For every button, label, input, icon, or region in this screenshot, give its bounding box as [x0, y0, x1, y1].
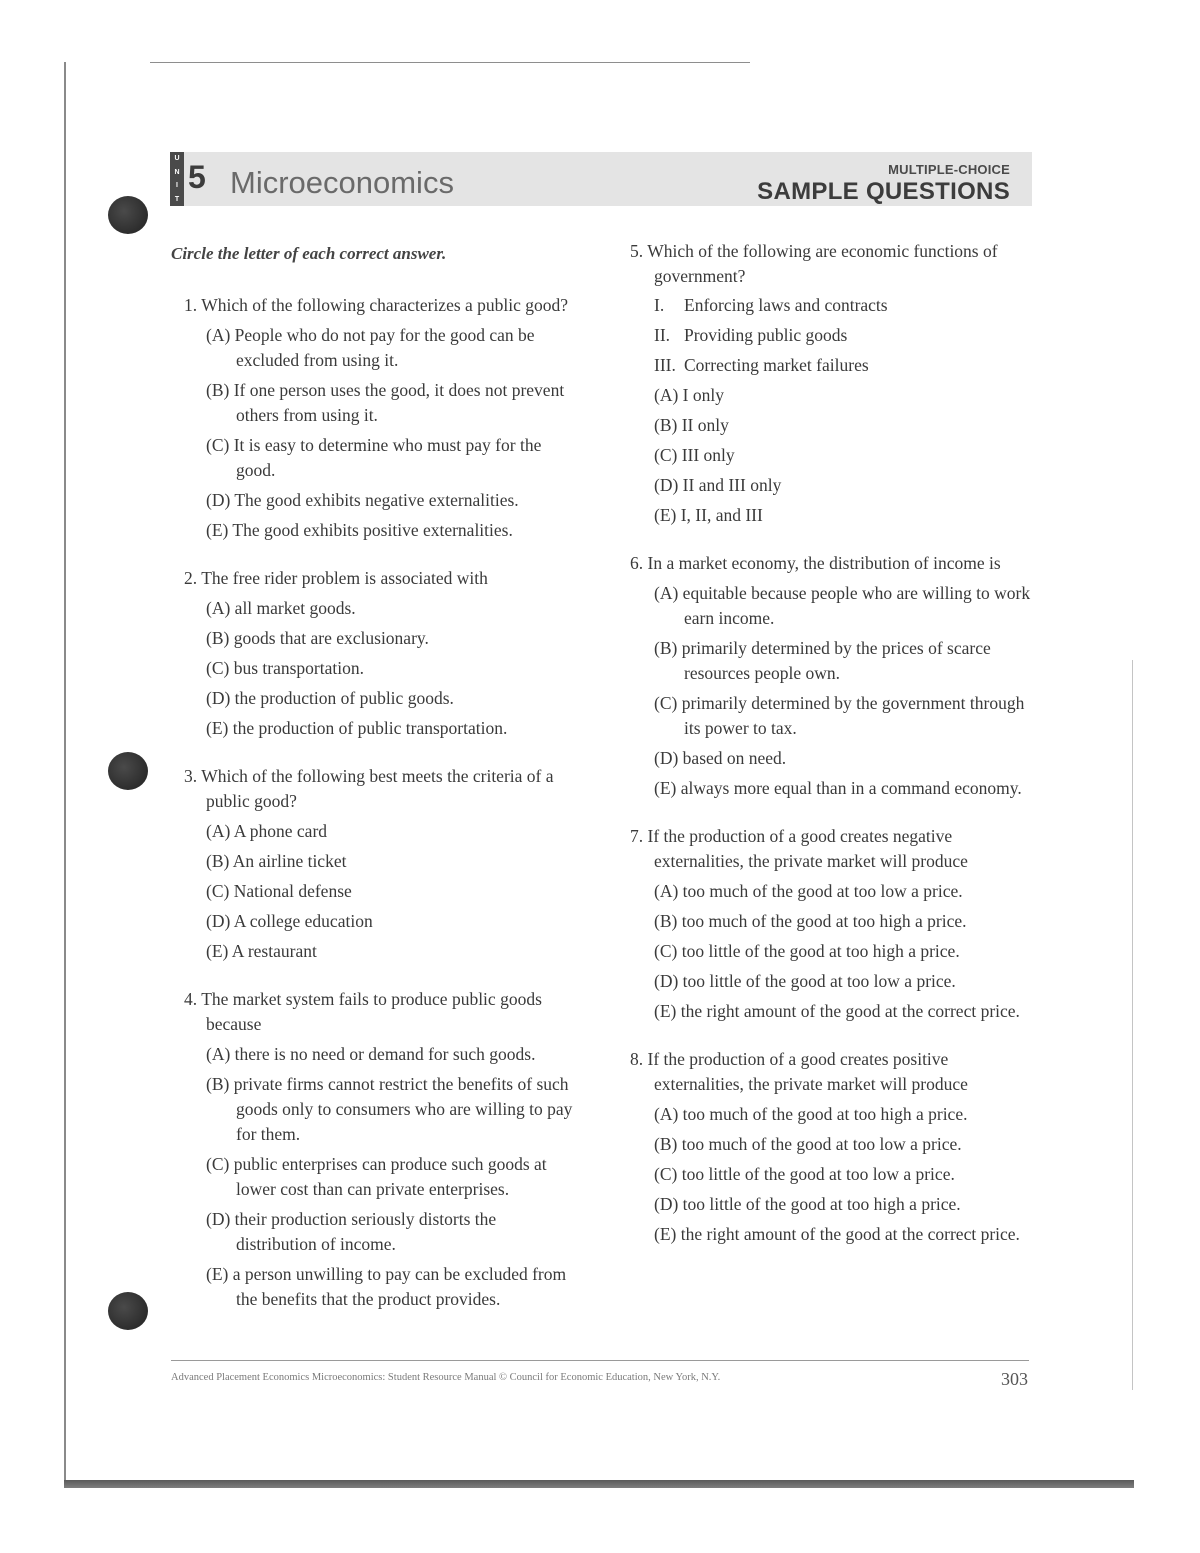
section-kicker: MULTIPLE-CHOICE	[888, 162, 1010, 177]
answer-option[interactable]: (E) the right amount of the good at the correct price.	[654, 1224, 1020, 1244]
question-4	[170, 987, 580, 1312]
answer-option[interactable]: (B) private firms cannot restrict the benefits of such goods only to consumers who are willing to pay for them.	[206, 1074, 573, 1144]
footer-rule	[171, 1360, 1029, 1361]
question-stem: 4. The market system fails to produce public goods because	[184, 989, 542, 1034]
roman-statement: III. Correcting market failures	[654, 355, 869, 375]
answer-option[interactable]: (C) It is easy to determine who must pay for the good.	[206, 435, 542, 480]
answer-option[interactable]: (A) A phone card	[206, 821, 328, 841]
answer-option[interactable]: (E) The good exhibits positive externalities.	[206, 520, 513, 540]
unit-title: Microeconomics	[230, 165, 454, 200]
answer-option[interactable]: (E) I, II, and III	[654, 505, 763, 525]
answer-option[interactable]: (D) The good exhibits negative externalities.	[206, 490, 519, 510]
answer-option[interactable]: (C) bus transportation.	[206, 658, 364, 678]
answer-option[interactable]: (D) the production of public goods.	[206, 688, 454, 708]
answer-option[interactable]: (B) If one person uses the good, it does not prevent others from using it.	[206, 380, 565, 425]
answer-option[interactable]: (D) A college education	[206, 911, 373, 931]
answer-option[interactable]: (A) all market goods.	[206, 598, 356, 618]
answer-option[interactable]: (A) People who do not pay for the good can be excluded from using it.	[206, 325, 535, 370]
question-stem: 1. Which of the following characterizes a public good?	[184, 295, 569, 315]
roman-statement: I. Enforcing laws and contracts	[654, 295, 888, 315]
answer-option[interactable]: (C) primarily determined by the government through its power to tax.	[654, 693, 1025, 738]
unit-tab-letter: T	[174, 195, 180, 203]
answer-option[interactable]: (E) the production of public transportation.	[206, 718, 508, 738]
answer-option[interactable]: (D) their production seriously distorts the distribution of income.	[206, 1209, 497, 1254]
question-7	[630, 824, 1040, 1024]
question-stem: 5. Which of the following are economic functions of government?	[630, 241, 998, 286]
answer-option[interactable]: (D) II and III only	[654, 475, 782, 495]
page-number: 303	[1001, 1369, 1028, 1389]
footer-credit: Advanced Placement Economics Microeconomics: Student Resource Manual © Council for Economic Education, New York, N.Y.	[171, 1372, 721, 1383]
question-2	[170, 566, 580, 741]
paper-edge	[1132, 660, 1133, 1390]
punch-hole-bottom	[108, 1292, 148, 1330]
answer-option[interactable]: (D) too little of the good at too high a price.	[654, 1194, 961, 1214]
unit-number: 5	[188, 159, 206, 195]
question-stem: 7. If the production of a good creates negative externalities, the private market will produce	[630, 826, 968, 871]
answer-option[interactable]: (B) II only	[654, 415, 729, 435]
answer-option[interactable]: (B) goods that are exclusionary.	[206, 628, 429, 648]
unit-tab	[170, 152, 184, 206]
answer-option[interactable]: (D) based on need.	[654, 748, 787, 768]
paper-top-rule	[150, 62, 750, 63]
question-6	[630, 551, 1040, 801]
answer-option[interactable]: (C) III only	[654, 445, 735, 465]
question-stem: 8. If the production of a good creates positive externalities, the private market will produce	[630, 1049, 968, 1094]
question-1	[170, 293, 580, 543]
instructions: Circle the letter of each correct answer.	[171, 244, 447, 263]
unit-tab-letter: N	[174, 168, 180, 176]
question-stem: 6. In a market economy, the distribution of income is	[630, 553, 1001, 573]
question-stem: 2. The free rider problem is associated with	[184, 568, 488, 588]
answer-option[interactable]: (B) too much of the good at too low a price.	[654, 1134, 962, 1154]
punch-hole-middle	[108, 752, 148, 790]
question-8	[630, 1047, 1040, 1247]
answer-option[interactable]: (A) there is no need or demand for such goods.	[206, 1044, 536, 1064]
answer-option[interactable]: (E) the right amount of the good at the correct price.	[654, 1001, 1020, 1021]
answer-option[interactable]: (B) primarily determined by the prices of scarce resources people own.	[654, 638, 991, 683]
roman-statement: II. Providing public goods	[654, 325, 848, 345]
section-title: SAMPLE QUESTIONS	[757, 178, 1010, 205]
answer-option[interactable]: (E) A restaurant	[206, 941, 317, 961]
answer-option[interactable]: (A) I only	[654, 385, 724, 405]
answer-option[interactable]: (A) too much of the good at too low a price.	[654, 881, 963, 901]
answer-option[interactable]: (A) equitable because people who are willing to work earn income.	[654, 583, 1031, 628]
paper-bottom-edge	[64, 1480, 1134, 1488]
answer-option[interactable]: (E) a person unwilling to pay can be excluded from the benefits that the product provides.	[206, 1264, 567, 1309]
question-3	[170, 764, 580, 964]
question-5	[630, 239, 1040, 528]
answer-option[interactable]: (A) too much of the good at too high a price.	[654, 1104, 968, 1124]
unit-tab-letter: I	[176, 182, 178, 190]
answer-option[interactable]: (C) too little of the good at too low a price.	[654, 1164, 955, 1184]
answer-option[interactable]: (E) always more equal than in a command economy.	[654, 778, 1022, 798]
question-stem: 3. Which of the following best meets the criteria of a public good?	[184, 766, 554, 811]
answer-option[interactable]: (C) public enterprises can produce such goods at lower cost than can private enterprises.	[206, 1154, 547, 1199]
answer-option[interactable]: (B) too much of the good at too high a price.	[654, 911, 967, 931]
questions-left-column	[170, 293, 580, 1335]
answer-option[interactable]: (C) National defense	[206, 881, 352, 901]
punch-hole-top	[108, 196, 148, 234]
unit-tab-letter: U	[174, 155, 180, 163]
answer-option[interactable]: (B) An airline ticket	[206, 851, 347, 871]
questions-right-column	[630, 239, 1040, 1270]
answer-option[interactable]: (D) too little of the good at too low a price.	[654, 971, 956, 991]
paper-edge	[64, 62, 66, 1482]
answer-option[interactable]: (C) too little of the good at too high a price.	[654, 941, 960, 961]
